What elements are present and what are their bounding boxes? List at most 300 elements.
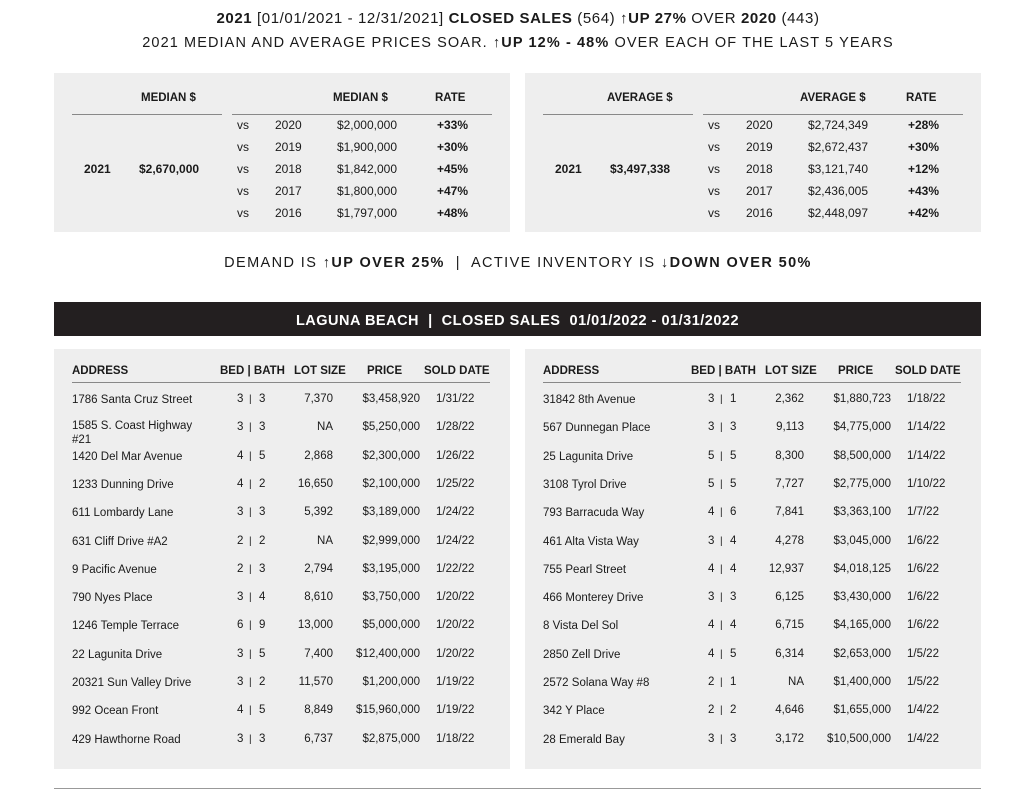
lot-cell: 2,362 xyxy=(775,393,804,405)
address-cell: 631 Cliff Drive #A2 xyxy=(72,535,168,548)
vs-label: vs xyxy=(237,118,249,132)
bedbath-divider: | xyxy=(249,705,252,717)
compare-value: $1,842,000 xyxy=(336,162,397,176)
sold-cell: 1/18/22 xyxy=(907,393,946,405)
headline-closed-sales xyxy=(0,10,1036,27)
address-cell: 1585 S. Coast Highway #21 xyxy=(72,420,193,447)
headline-prev-count: (443) xyxy=(776,10,820,27)
bedbath-divider: | xyxy=(720,677,723,688)
sold-cell: 1/24/22 xyxy=(436,534,475,547)
compare-year: 2016 xyxy=(275,206,302,220)
col-lot: LOT SIZE xyxy=(294,365,346,377)
address-cell: 3108 Tyrol Drive xyxy=(543,478,627,491)
vs-label: vs xyxy=(237,184,249,198)
sold-cell: 1/18/22 xyxy=(436,732,475,745)
lot-cell: NA xyxy=(317,534,333,547)
bed-cell: 3 xyxy=(708,732,715,745)
table-row xyxy=(525,450,981,478)
compare-year: 2017 xyxy=(746,184,773,198)
price-cell: $2,300,000 xyxy=(362,449,420,462)
bath-cell: 4 xyxy=(730,562,737,575)
rate-value: +45% xyxy=(437,162,469,176)
vs-label: vs xyxy=(708,206,720,220)
price-cell: $1,655,000 xyxy=(833,704,891,717)
price-cell: $4,775,000 xyxy=(833,421,891,434)
address-cell: 466 Monterey Drive xyxy=(543,592,644,605)
bedbath-divider: | xyxy=(720,592,723,604)
headline-line2-c: OVER EACH OF THE LAST 5 YEARS xyxy=(609,35,894,51)
lot-cell: 7,727 xyxy=(775,477,804,490)
table-row xyxy=(525,506,981,534)
sold-cell: 1/26/22 xyxy=(436,449,475,462)
compare-year: 2019 xyxy=(275,140,302,154)
compare-value: $2,448,097 xyxy=(807,206,868,220)
col-price: PRICE xyxy=(838,365,874,377)
price-cell: $4,018,125 xyxy=(833,562,891,575)
bed-cell: 2 xyxy=(237,562,244,575)
sold-cell: 1/25/22 xyxy=(436,477,475,490)
lot-cell: 9,113 xyxy=(776,421,804,434)
rate-value: +43% xyxy=(908,184,940,198)
lot-cell: 16,650 xyxy=(297,477,333,490)
table-row xyxy=(525,393,981,421)
sold-cell: 1/14/22 xyxy=(907,421,946,434)
vs-label: vs xyxy=(708,118,720,132)
price-cell: $1,400,000 xyxy=(833,676,891,688)
divider xyxy=(703,114,963,115)
lot-cell: 2,794 xyxy=(304,562,333,575)
compare-value: $2,000,000 xyxy=(336,118,397,132)
price-cell: $1,880,723 xyxy=(833,393,891,405)
address-cell: 611 Lombardy Lane xyxy=(72,507,174,520)
bed-cell: 4 xyxy=(708,647,715,660)
rate-value: +47% xyxy=(437,184,469,198)
compare-year: 2020 xyxy=(746,118,773,132)
table-row xyxy=(525,733,981,761)
table-row xyxy=(54,591,510,619)
col-lot: LOT SIZE xyxy=(765,365,817,377)
bath-cell: 2 xyxy=(259,477,266,490)
bedbath-divider: | xyxy=(720,705,723,717)
address-cell: 31842 8th Avenue xyxy=(543,394,636,406)
col-price: PRICE xyxy=(367,365,403,377)
bed-cell: 4 xyxy=(708,506,715,519)
col-bedbath: BED | BATH xyxy=(220,365,285,377)
price-cell: $3,189,000 xyxy=(362,506,420,519)
table-row xyxy=(54,563,510,591)
table-row xyxy=(54,619,510,647)
lot-cell: NA xyxy=(317,421,333,434)
headline-up-text: UP 27% xyxy=(628,10,687,27)
bed-cell: 2 xyxy=(708,676,715,688)
sold-cell: 1/6/22 xyxy=(907,562,939,575)
bath-cell: 2 xyxy=(259,676,266,688)
sold-cell: 1/4/22 xyxy=(907,704,939,717)
bedbath-divider: | xyxy=(720,478,723,490)
bedbath-divider: | xyxy=(249,478,252,490)
divider xyxy=(543,382,961,383)
sold-cell: 1/4/22 xyxy=(907,732,939,745)
price-cell: $1,200,000 xyxy=(362,676,420,688)
bath-cell: 5 xyxy=(730,477,737,490)
headline-closed: CLOSED SALES xyxy=(448,10,573,27)
bath-cell: 4 xyxy=(259,591,266,604)
bath-cell: 3 xyxy=(259,393,266,405)
bath-cell: 6 xyxy=(730,506,737,519)
sold-cell: 1/20/22 xyxy=(436,619,475,632)
bedbath-divider: | xyxy=(720,450,723,462)
compare-value: $2,436,005 xyxy=(807,184,868,198)
bedbath-divider: | xyxy=(249,507,252,519)
headline-line2-b: UP 12% - 48% xyxy=(501,35,610,51)
lot-cell: 7,400 xyxy=(304,647,333,660)
compare-value: $2,724,349 xyxy=(807,118,868,132)
bed-cell: 4 xyxy=(237,449,244,462)
bath-cell: 1 xyxy=(730,676,737,688)
bedbath-divider: | xyxy=(720,620,723,632)
address-cell: 755 Pearl Street xyxy=(543,563,627,576)
price-cell: $12,400,000 xyxy=(356,647,420,660)
lot-cell: 12,937 xyxy=(768,562,804,575)
bed-cell: 3 xyxy=(708,421,715,434)
table-row xyxy=(54,421,510,449)
address-cell: 25 Lagunita Drive xyxy=(543,450,634,463)
col-address: ADDRESS xyxy=(543,365,600,377)
up-arrow-icon: ↑ xyxy=(620,10,629,27)
price-cell: $3,363,100 xyxy=(833,506,891,519)
compare-value: $1,800,000 xyxy=(336,184,397,198)
compare-value: $1,900,000 xyxy=(336,140,397,154)
bedbath-divider: | xyxy=(249,620,252,632)
rate-header: RATE xyxy=(435,92,466,104)
bed-cell: 5 xyxy=(708,477,715,490)
sold-cell: 1/28/22 xyxy=(436,421,475,434)
bath-cell: 9 xyxy=(259,619,266,632)
bed-cell: 2 xyxy=(708,704,715,717)
address-cell: 992 Ocean Front xyxy=(72,705,159,718)
bath-cell: 3 xyxy=(259,562,266,575)
sold-cell: 1/5/22 xyxy=(907,676,939,688)
table-row xyxy=(525,421,981,449)
median-price-panel xyxy=(54,73,510,232)
divider xyxy=(232,114,492,115)
price-cell: $2,100,000 xyxy=(362,477,420,490)
price-cell: $5,000,000 xyxy=(362,619,420,632)
bath-cell: 5 xyxy=(259,704,266,717)
bedbath-divider: | xyxy=(249,592,252,604)
address-cell: 1786 Santa Cruz Street xyxy=(72,394,193,406)
lot-cell: 6,715 xyxy=(775,619,804,632)
sold-cell: 1/31/22 xyxy=(436,393,475,405)
bed-cell: 4 xyxy=(237,704,244,717)
vs-label: vs xyxy=(237,140,249,154)
vs-label: vs xyxy=(237,206,249,220)
address-cell: 20321 Sun Valley Drive xyxy=(72,677,192,689)
bedbath-divider: | xyxy=(249,422,252,434)
price-cell: $2,653,000 xyxy=(833,647,891,660)
table-row xyxy=(54,704,510,732)
bed-cell: 3 xyxy=(708,393,715,405)
sold-cell: 1/20/22 xyxy=(436,647,475,660)
address-cell: 342 Y Place xyxy=(543,705,605,718)
sold-cell: 1/14/22 xyxy=(907,449,946,462)
table-row xyxy=(525,648,981,676)
price-cell: $2,875,000 xyxy=(362,732,420,745)
address-cell: 1233 Dunning Drive xyxy=(72,478,174,491)
bed-cell: 3 xyxy=(237,393,244,405)
address-cell: 461 Alta Vista Way xyxy=(543,535,639,548)
sold-cell: 1/22/22 xyxy=(436,562,475,575)
bed-cell: 3 xyxy=(237,591,244,604)
current-year: 2021 xyxy=(84,162,111,176)
bed-cell: 4 xyxy=(708,619,715,632)
lot-cell: 5,392 xyxy=(304,506,333,519)
price-cell: $15,960,000 xyxy=(356,704,420,717)
bath-cell: 2 xyxy=(730,704,737,717)
address-cell: 9 Pacific Avenue xyxy=(72,563,157,576)
sold-cell: 1/19/22 xyxy=(436,676,475,688)
price-cell: $3,458,920 xyxy=(362,393,420,405)
headline-year: 2021 xyxy=(216,10,253,27)
compare-value: $1,797,000 xyxy=(336,206,397,220)
lot-cell: 2,868 xyxy=(304,449,333,462)
address-cell: 2850 Zell Drive xyxy=(543,648,621,661)
lot-cell: 8,300 xyxy=(775,449,804,462)
sold-cell: 1/19/22 xyxy=(436,704,475,717)
bath-cell: 3 xyxy=(730,591,737,604)
price-cell: $5,250,000 xyxy=(362,421,420,434)
bed-cell: 3 xyxy=(237,421,244,434)
demand-a: DEMAND IS xyxy=(224,255,323,271)
price-cell: $8,500,000 xyxy=(833,449,891,462)
bed-cell: 3 xyxy=(237,676,244,688)
bed-cell: 5 xyxy=(708,449,715,462)
median-header-right: MEDIAN $ xyxy=(333,92,388,104)
col-bedbath: BED | BATH xyxy=(691,365,756,377)
address-cell: 8 Vista Del Sol xyxy=(543,620,619,633)
price-cell: $3,045,000 xyxy=(833,534,891,547)
bedbath-divider: | xyxy=(249,394,252,405)
sold-cell: 1/24/22 xyxy=(436,506,475,519)
demand-b: UP OVER 25% xyxy=(331,255,445,271)
bedbath-divider: | xyxy=(249,648,252,660)
bed-cell: 3 xyxy=(708,534,715,547)
address-cell: 22 Lagunita Drive xyxy=(72,648,163,661)
price-cell: $3,195,000 xyxy=(362,562,420,575)
address-cell: 790 Nyes Place xyxy=(72,592,153,605)
divider xyxy=(543,114,693,115)
compare-year: 2017 xyxy=(275,184,302,198)
bath-cell: 2 xyxy=(259,534,266,547)
bedbath-divider: | xyxy=(249,677,252,688)
lot-cell: NA xyxy=(788,676,804,688)
bed-cell: 2 xyxy=(237,534,244,547)
compare-year: 2018 xyxy=(275,162,302,176)
bed-cell: 6 xyxy=(237,619,244,632)
current-year: 2021 xyxy=(555,162,582,176)
sales-table-right xyxy=(525,349,981,769)
lot-cell: 3,172 xyxy=(775,732,804,745)
address-cell: 567 Dunnegan Place xyxy=(543,422,651,435)
bath-cell: 3 xyxy=(730,732,737,745)
down-arrow-icon: ↓ xyxy=(660,255,670,271)
compare-value: $3,121,740 xyxy=(807,162,868,176)
table-row xyxy=(525,619,981,647)
table-row xyxy=(525,478,981,506)
sold-cell: 1/6/22 xyxy=(907,534,939,547)
table-row xyxy=(54,535,510,563)
bedbath-divider: | xyxy=(249,450,252,462)
table-row xyxy=(525,563,981,591)
lot-cell: 6,314 xyxy=(775,647,804,660)
address-cell: 2572 Solana Way #8 xyxy=(543,677,650,689)
vs-label: vs xyxy=(708,140,720,154)
price-cell: $3,750,000 xyxy=(362,591,420,604)
lot-cell: 7,370 xyxy=(304,393,333,405)
current-median: $2,670,000 xyxy=(139,162,200,176)
bedbath-divider: | xyxy=(720,394,723,405)
rate-value: +12% xyxy=(908,162,940,176)
lot-cell: 4,278 xyxy=(775,534,804,547)
demand-c: ACTIVE INVENTORY IS xyxy=(470,255,661,271)
price-cell: $2,775,000 xyxy=(833,477,891,490)
bedbath-divider: | xyxy=(720,733,723,745)
headline-line2-a: 2021 MEDIAN AND AVERAGE PRICES SOAR. xyxy=(142,35,493,51)
bath-cell: 3 xyxy=(259,506,266,519)
average-header-left: AVERAGE $ xyxy=(607,92,673,104)
rate-value: +30% xyxy=(437,140,469,154)
col-sold: SOLD DATE xyxy=(424,365,490,377)
footer-divider xyxy=(54,788,981,789)
up-arrow-icon: ↑ xyxy=(492,35,502,51)
vs-label: vs xyxy=(237,162,249,176)
address-cell: 28 Emerald Bay xyxy=(543,733,625,746)
divider xyxy=(72,382,490,383)
average-header-right: AVERAGE $ xyxy=(800,92,866,104)
address-cell: 1246 Temple Terrace xyxy=(72,620,179,633)
bed-cell: 3 xyxy=(237,732,244,745)
lot-cell: 6,737 xyxy=(304,732,333,745)
headline-count: (564) xyxy=(572,10,621,27)
sold-cell: 1/7/22 xyxy=(907,506,939,519)
lot-cell: 4,646 xyxy=(775,704,804,717)
table-row xyxy=(54,648,510,676)
bath-cell: 5 xyxy=(259,647,266,660)
headline-over: OVER xyxy=(686,10,741,27)
lot-cell: 6,125 xyxy=(775,591,804,604)
average-price-panel xyxy=(525,73,981,232)
bed-cell: 3 xyxy=(708,591,715,604)
bath-cell: 5 xyxy=(259,449,266,462)
lot-cell: 8,610 xyxy=(304,591,333,604)
bedbath-divider: | xyxy=(720,648,723,660)
rate-value: +42% xyxy=(908,206,940,220)
sold-cell: 1/20/22 xyxy=(436,591,475,604)
bedbath-divider: | xyxy=(720,535,723,547)
col-sold: SOLD DATE xyxy=(895,365,961,377)
price-cell: $10,500,000 xyxy=(827,732,891,745)
table-row xyxy=(525,676,981,704)
bath-cell: 4 xyxy=(730,619,737,632)
bed-cell: 4 xyxy=(708,562,715,575)
address-cell: 1420 Del Mar Avenue xyxy=(72,450,183,463)
table-row xyxy=(54,676,510,704)
lot-cell: 13,000 xyxy=(297,619,333,632)
median-header-left: MEDIAN $ xyxy=(141,92,196,104)
bath-cell: 5 xyxy=(730,449,737,462)
current-average: $3,497,338 xyxy=(610,162,671,176)
bedbath-divider: | xyxy=(249,733,252,745)
demand-d: DOWN OVER 50% xyxy=(669,255,812,271)
bedbath-divider: | xyxy=(720,507,723,519)
table-row xyxy=(525,591,981,619)
bedbath-divider: | xyxy=(249,535,252,547)
vs-label: vs xyxy=(708,184,720,198)
rate-value: +28% xyxy=(908,118,940,132)
table-row xyxy=(525,535,981,563)
lot-cell: 8,849 xyxy=(304,704,333,717)
bed-cell: 3 xyxy=(237,647,244,660)
compare-year: 2016 xyxy=(746,206,773,220)
demand-sep: | xyxy=(444,255,471,271)
rate-header: RATE xyxy=(906,92,937,104)
price-cell: $2,999,000 xyxy=(362,534,420,547)
bedbath-divider: | xyxy=(720,563,723,575)
bath-cell: 3 xyxy=(730,421,737,434)
col-address: ADDRESS xyxy=(72,365,129,377)
bath-cell: 3 xyxy=(259,732,266,745)
headline-prev-year: 2020 xyxy=(740,10,777,27)
bath-cell: 4 xyxy=(730,534,737,547)
compare-year: 2018 xyxy=(746,162,773,176)
rate-value: +30% xyxy=(908,140,940,154)
table-row xyxy=(54,733,510,761)
sold-cell: 1/10/22 xyxy=(907,477,946,490)
sold-cell: 1/6/22 xyxy=(907,591,939,604)
table-row xyxy=(54,506,510,534)
vs-label: vs xyxy=(708,162,720,176)
bed-cell: 3 xyxy=(237,506,244,519)
address-cell: 429 Hawthorne Road xyxy=(72,733,181,746)
rate-value: +48% xyxy=(437,206,469,220)
rate-value: +33% xyxy=(437,118,469,132)
table-row xyxy=(54,478,510,506)
compare-value: $2,672,437 xyxy=(807,140,868,154)
headline-prices xyxy=(0,35,1036,51)
up-arrow-icon: ↑ xyxy=(322,255,332,271)
compare-year: 2020 xyxy=(275,118,302,132)
lot-cell: 11,570 xyxy=(298,676,333,688)
table-row xyxy=(54,450,510,478)
bedbath-divider: | xyxy=(249,563,252,575)
demand-summary xyxy=(0,255,1036,271)
sales-table-left xyxy=(54,349,510,769)
table-row xyxy=(54,393,510,421)
closed-sales-banner: LAGUNA BEACH | CLOSED SALES 01/01/2022 - 01/31/2022 xyxy=(54,302,981,336)
table-row xyxy=(525,704,981,732)
bath-cell: 3 xyxy=(259,421,266,434)
bed-cell: 4 xyxy=(237,477,244,490)
price-cell: $3,430,000 xyxy=(833,591,891,604)
divider xyxy=(72,114,222,115)
lot-cell: 7,841 xyxy=(775,506,804,519)
sold-cell: 1/5/22 xyxy=(907,647,939,660)
headline-range: [01/01/2021 - 12/31/2021] xyxy=(252,10,449,27)
bath-cell: 1 xyxy=(730,393,737,405)
price-cell: $4,165,000 xyxy=(833,619,891,632)
compare-year: 2019 xyxy=(746,140,773,154)
bedbath-divider: | xyxy=(720,422,723,434)
